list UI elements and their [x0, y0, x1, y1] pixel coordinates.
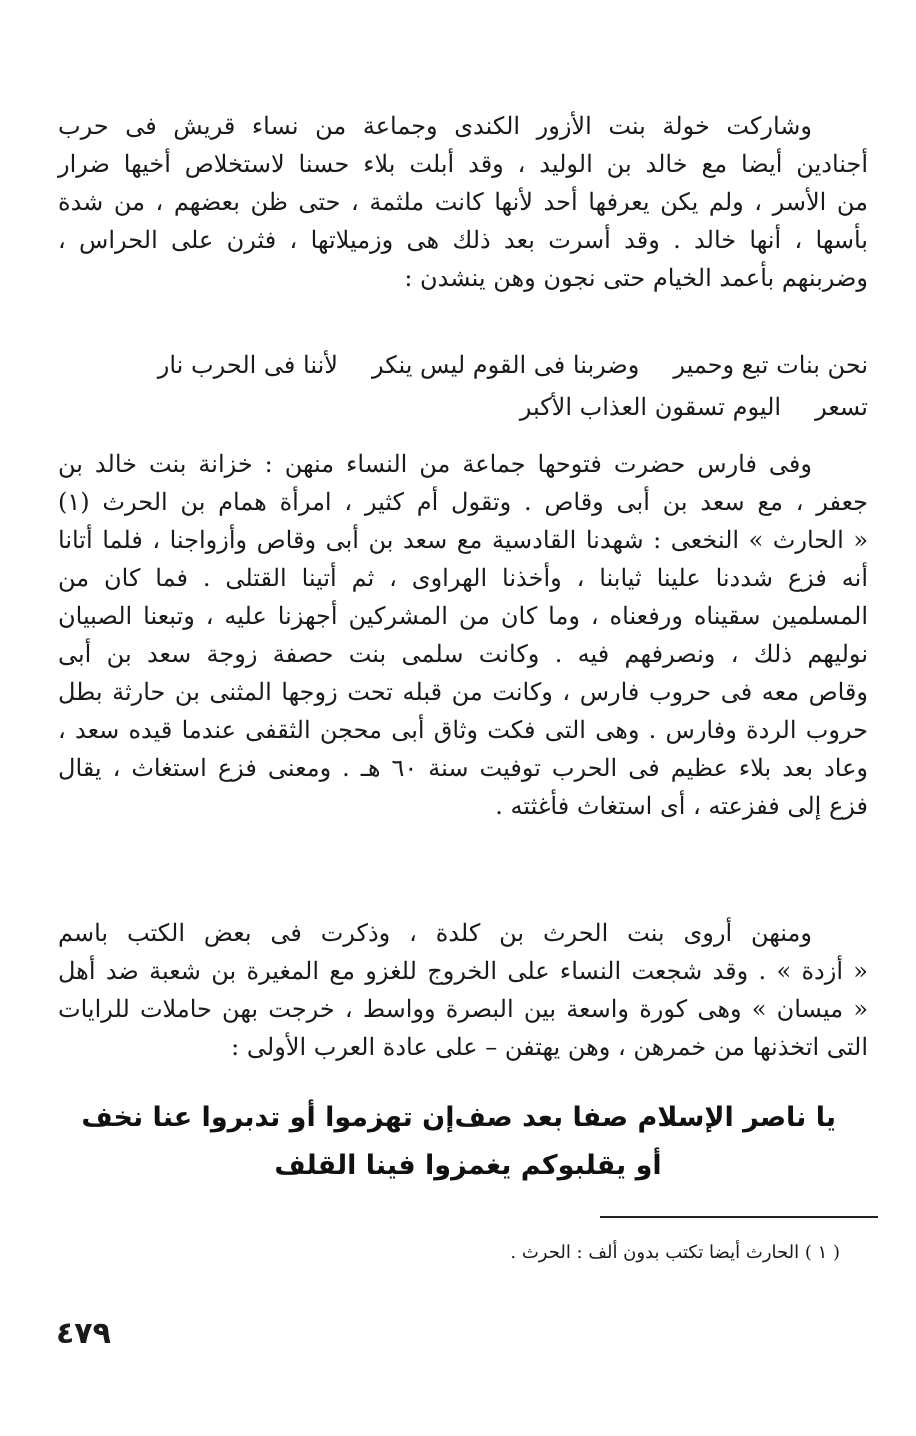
- text-line: « الحارث » النخعى : شهدنا القادسية مع سعد بن أبى وقاص وأزواجنا ، فلما أتانا: [58, 526, 868, 554]
- text-line: وفى فارس حضرت فتوحها جماعة من النساء منهن : خزانة بنت خالد بن: [58, 450, 812, 478]
- text-line: وضربنهم بأعمد الخيام حتى نجون وهن ينشدن :: [404, 264, 868, 292]
- footnote: ( ١ ) الحارث أيضا تكتب بدون ألف : الحرث .: [510, 1242, 840, 1263]
- text-line: المسلمين سقيناه ورفعناه ، وما كان من المشركين أجهزنا عليه ، وتبعنا الصبيان: [58, 602, 868, 630]
- page-number: ٤٧٩: [56, 1316, 111, 1351]
- verse-line-2: [58, 391, 868, 433]
- poem-hemistich: إن تهزموا أو تدبروا عنا نخف: [81, 1102, 455, 1133]
- verse-line-1: [58, 349, 868, 391]
- text-line: وعاد بعد بلاء عظيم فى الحرب توفيت سنة ٦٠ هـ . ومعنى فزع استغاث ، يقال: [58, 754, 869, 782]
- text-line: فزع إلى ففزعته ، أى استغاث فأغثته .: [495, 792, 868, 820]
- paragraph-2: [58, 448, 868, 828]
- text-line: جعفر ، مع سعد بن أبى وقاص . وتقول أم كثير ، امرأة همام بن الحرث (١): [58, 488, 868, 516]
- text-line: أجنادين أيضا مع خالد بن الوليد ، وقد أبلت بلاء حسنا لاستخلاص أخيها ضرار: [58, 150, 868, 178]
- verse-segment: اليوم تسقون العذاب الأكبر: [519, 393, 782, 421]
- text-line: « ميسان » وهى كورة واسعة بين البصرة وواسط ، خرجت بهن حاملات للرايات: [58, 995, 868, 1023]
- text-line: أنه فزع شددنا علينا ثيابنا ، وأخذنا الهراوى ، ثم أتينا القتلى . فما كان من: [58, 564, 868, 592]
- poem-line-2: أو يقلبوكم يغمزوا فينا القلف: [274, 1150, 662, 1181]
- verse-segment: نحن بنات تبع وحمير: [673, 351, 868, 379]
- paragraph-1: [58, 110, 868, 300]
- poem-line-1: [81, 1098, 836, 1146]
- text-line: وقاص معه فى حروب فارس ، وكانت من قبله تحت زوجها المثنى بن حارثة بطل: [58, 678, 868, 706]
- poem: [81, 1098, 836, 1194]
- text-line: التى اتخذنها من خمرهن ، وهن يهتفن – على عادة العرب الأولى :: [231, 1033, 868, 1061]
- verse-segment: تسعر: [815, 393, 868, 421]
- footnote-divider: [600, 1216, 878, 1218]
- text-line: حروب الردة وفارس . وهى التى فكت وثاق أبى محجن الثقفى عندما قيده سعد ،: [58, 716, 868, 744]
- verse-segment: لأننا فى الحرب نار: [157, 351, 338, 379]
- verse-quote: [58, 349, 868, 433]
- text-line: ومنهن أروى بنت الحرث بن كلدة ، وذكرت فى بعض الكتب باسم: [58, 919, 812, 947]
- text-line: بأسها ، أنها خالد . وقد أسرت بعد ذلك هى وزميلاتها ، فثرن على الحراس ،: [58, 226, 868, 254]
- poem-hemistich: يا ناصر الإسلام صفا بعد صف: [454, 1102, 836, 1133]
- text-line: من الأسر ، ولم يكن يعرفها أحد لأنها كانت ملثمة ، حتى ظن بعضهم ، من شدة: [58, 188, 868, 216]
- text-line: وشاركت خولة بنت الأزور الكندى وجماعة من نساء قريش فى حرب: [58, 112, 812, 140]
- verse-segment: وضربنا فى القوم ليس ينكر: [371, 351, 640, 379]
- paragraph-3: [58, 917, 868, 1069]
- text-line: « أزدة » . وقد شجعت النساء على الخروج للغزو مع المغيرة بن شعبة ضد أهل: [58, 957, 868, 985]
- text-line: نوليهم ذلك ، ونصرفهم فيه . وكانت سلمى بنت حصفة زوجة سعد بن أبى: [58, 640, 868, 668]
